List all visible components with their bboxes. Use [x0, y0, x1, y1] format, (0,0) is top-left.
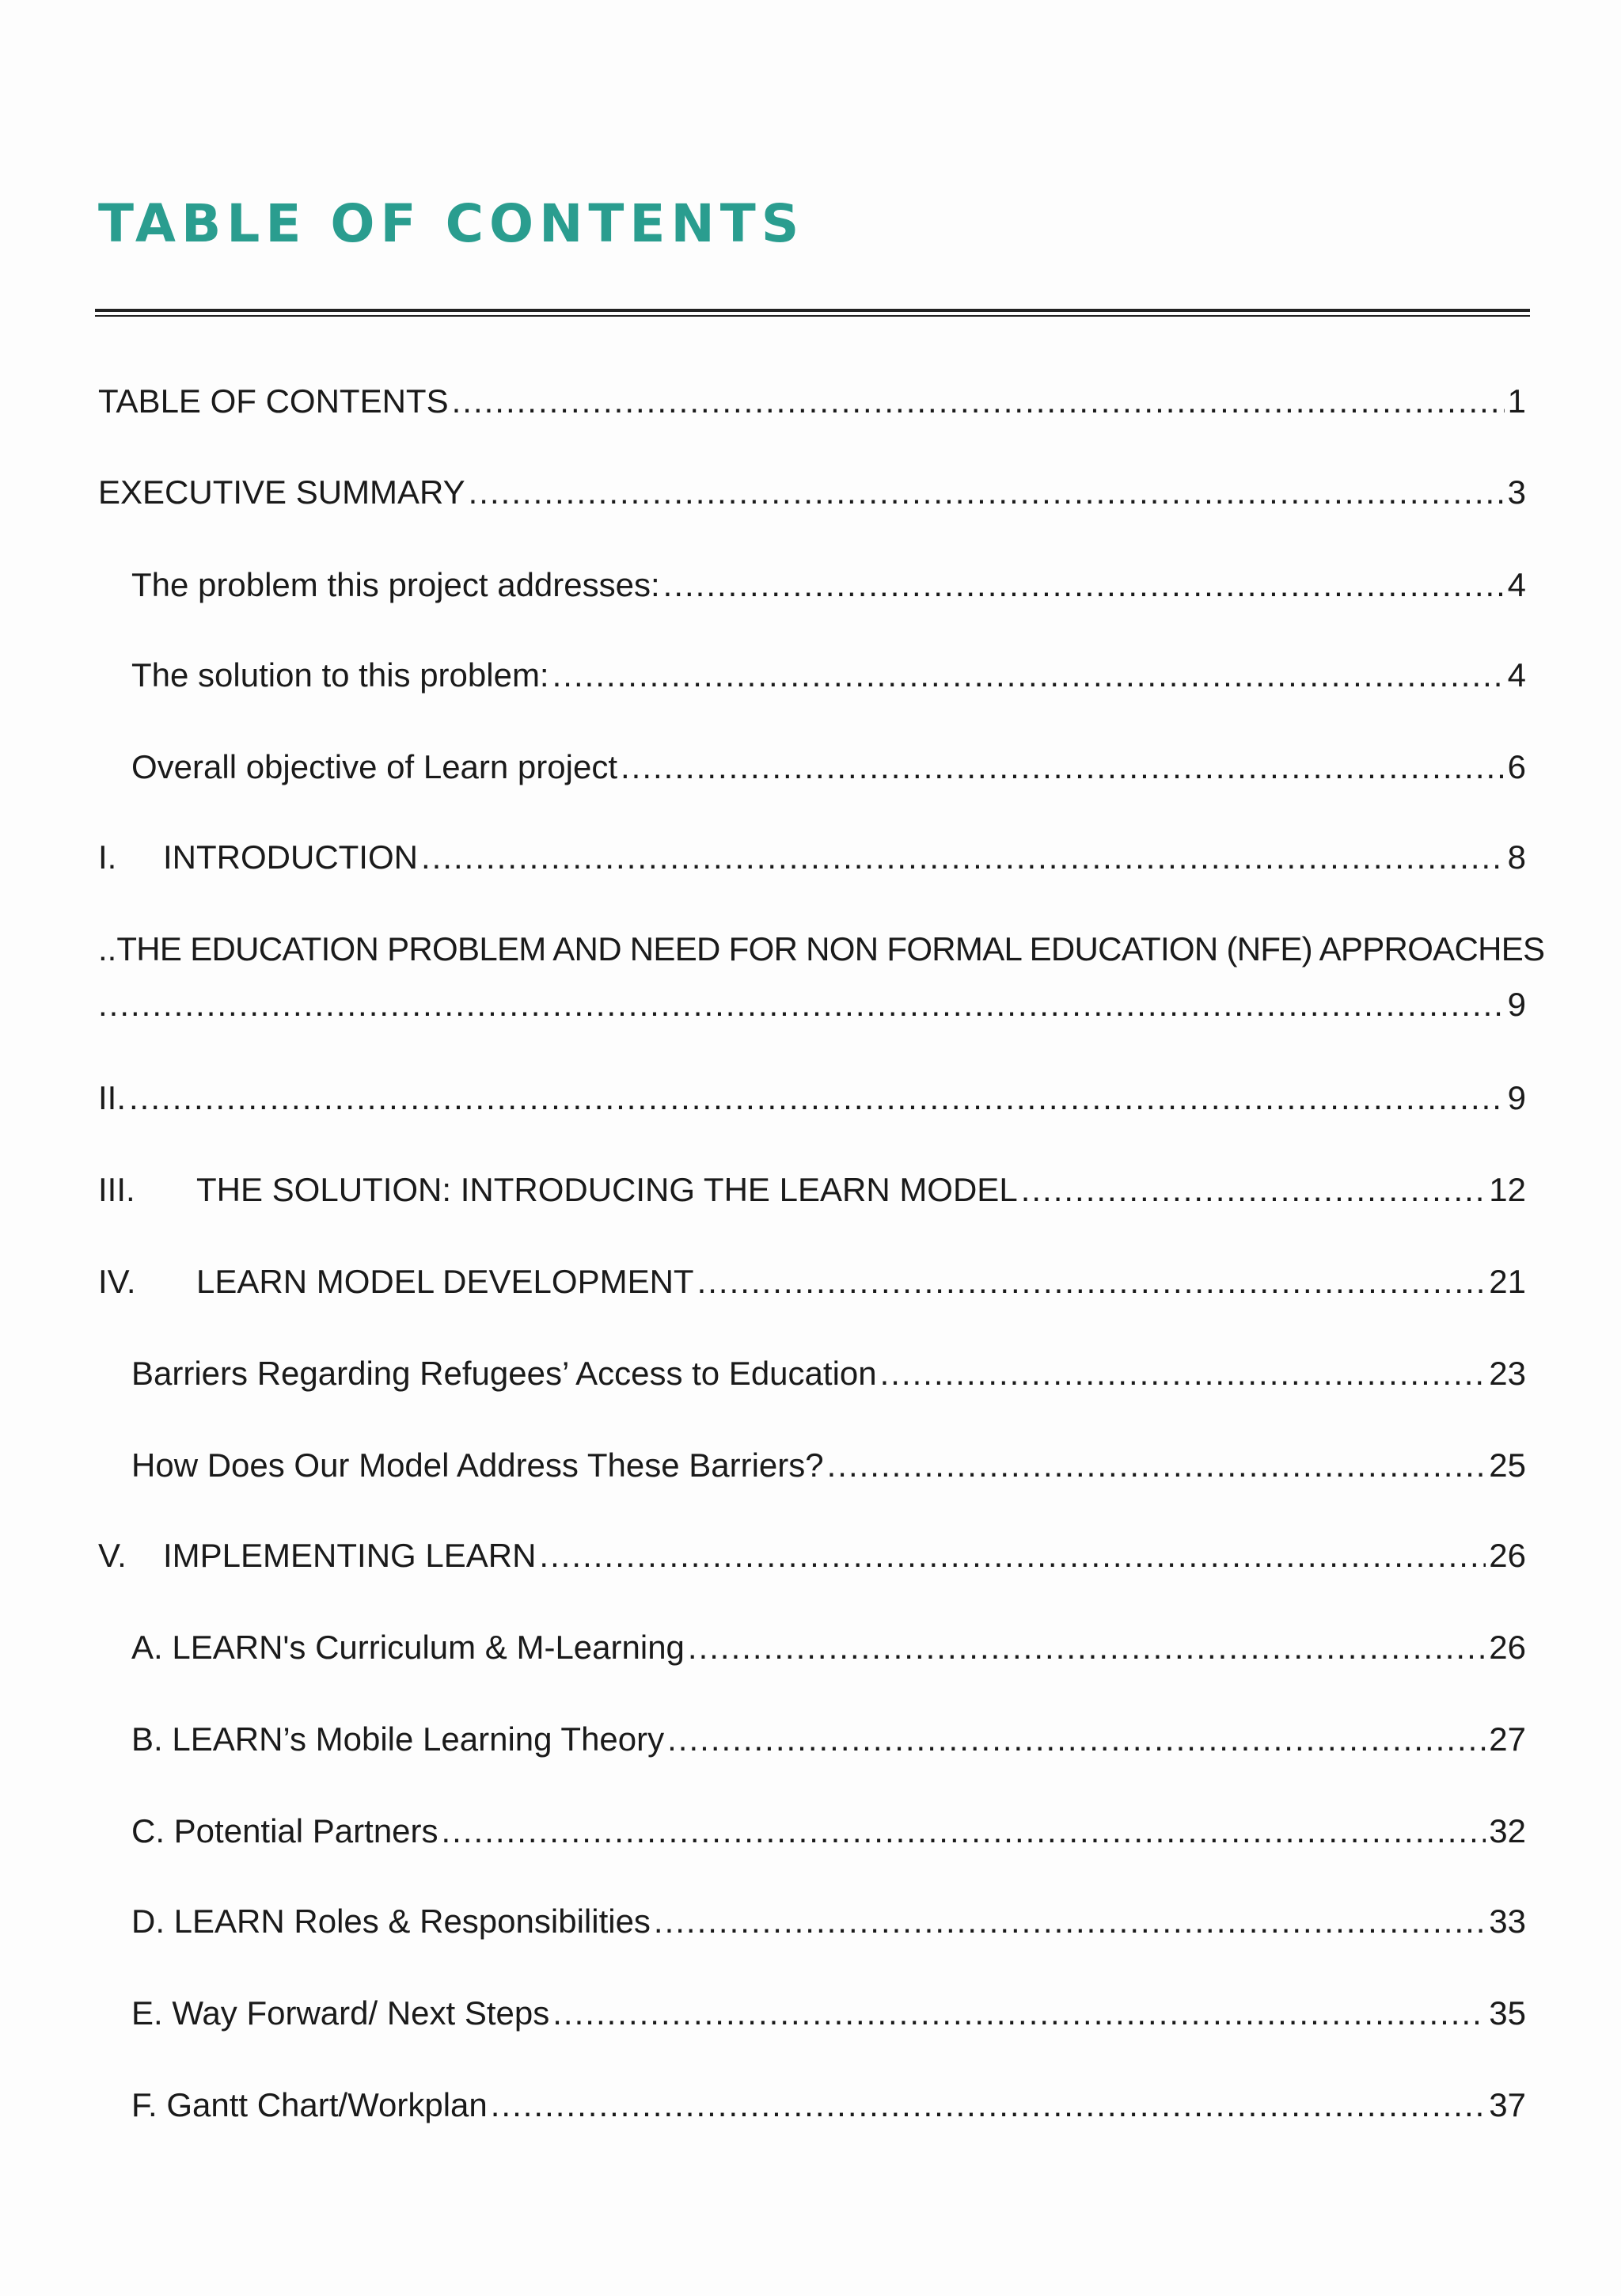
toc-entry-text: LEARN MODEL DEVELOPMENT — [196, 1263, 694, 1300]
toc-page-number: 8 — [1507, 838, 1526, 876]
toc-entry-the-solution[interactable] — [98, 1167, 1526, 1213]
toc-entry-number: II. — [98, 1079, 127, 1116]
dot-leader — [697, 1259, 1486, 1305]
toc-page-number: 26 — [1489, 1537, 1526, 1574]
toc-page-number: 6 — [1507, 748, 1526, 785]
toc-entry-text: The problem this project addresses: — [131, 566, 660, 603]
toc-entry-text: How Does Our Model Address These Barriers? — [131, 1446, 824, 1484]
dot-leader — [129, 1075, 1505, 1121]
toc-entry-text: A. LEARN's Curriculum & M-Learning — [131, 1629, 685, 1666]
dot-leader — [1021, 1167, 1486, 1213]
toc-page-number: 4 — [1507, 566, 1526, 603]
dot-leader — [539, 1533, 1486, 1579]
toc-entry-number: I. — [98, 838, 117, 876]
toc-entry-table-of-contents[interactable] — [98, 378, 1526, 424]
toc-entry-mobile-learning[interactable] — [98, 1716, 1526, 1762]
toc-entry-text: THE SOLUTION: INTRODUCING THE LEARN MODEL — [196, 1171, 1018, 1208]
toc-page-number: 23 — [1489, 1355, 1526, 1392]
toc-entry-number: .. — [98, 930, 117, 967]
toc-page-number: 33 — [1489, 1903, 1526, 1940]
toc-entry-implementing-learn[interactable] — [98, 1533, 1526, 1579]
toc-page-number: 27 — [1489, 1720, 1526, 1758]
toc-page-number: 3 — [1507, 473, 1526, 511]
toc-entry-education-problem[interactable] — [98, 926, 1545, 1028]
toc-entry-number: III. — [98, 1171, 135, 1208]
dot-leader — [552, 652, 1505, 698]
toc-entry-text: Barriers Regarding Refugees’ Access to Education — [131, 1355, 877, 1392]
toc-entry-model-development[interactable] — [98, 1259, 1526, 1305]
toc-entry-gantt-chart[interactable] — [98, 2082, 1526, 2128]
toc-entry-text: EXECUTIVE SUMMARY — [98, 473, 465, 511]
toc-page-number: 9 — [1507, 1079, 1526, 1116]
toc-page-number: 25 — [1489, 1446, 1526, 1484]
toc-entry-text: THE EDUCATION PROBLEM AND NEED FOR NON FORMAL EDUCATION (NFE) APPROACHES — [116, 930, 1545, 967]
toc-page-number: 32 — [1489, 1812, 1526, 1849]
title-divider-thin — [95, 315, 1530, 317]
toc-entry-partners[interactable] — [98, 1808, 1526, 1854]
toc-page-number: 9 — [1507, 986, 1526, 1023]
toc-page-number: 26 — [1489, 1629, 1526, 1666]
toc-entry-text: D. LEARN Roles & Responsibilities — [131, 1903, 651, 1940]
toc-entry-roles[interactable] — [98, 1899, 1526, 1944]
toc-page-number: 37 — [1489, 2086, 1526, 2123]
toc-entry-introduction[interactable] — [98, 834, 1526, 880]
toc-entry-barriers[interactable] — [98, 1351, 1526, 1397]
toc-entry-way-forward[interactable] — [98, 1990, 1526, 2036]
toc-entry-text: C. Potential Partners — [131, 1812, 438, 1849]
toc-entry-section-ii[interactable] — [98, 1075, 1526, 1121]
toc-entry-text: The solution to this problem: — [131, 656, 549, 694]
dot-leader — [421, 834, 1505, 880]
toc-entry-executive-summary[interactable] — [98, 469, 1526, 515]
dot-leader — [452, 378, 1505, 424]
toc-entry-objective[interactable] — [98, 744, 1526, 790]
dot-leader — [491, 2082, 1486, 2128]
title-divider-thick — [95, 309, 1530, 312]
page-title: TABLE OF CONTENTS — [98, 193, 805, 254]
dot-leader — [667, 1716, 1486, 1762]
toc-entry-curriculum[interactable] — [98, 1625, 1526, 1671]
dot-leader — [688, 1625, 1486, 1671]
toc-entry-text: IMPLEMENTING LEARN — [163, 1537, 537, 1574]
toc-entry-text: B. LEARN’s Mobile Learning Theory — [131, 1720, 665, 1758]
toc-entry-number: V. — [98, 1537, 127, 1574]
dot-leader — [827, 1443, 1486, 1488]
dot-leader — [98, 982, 1505, 1028]
dot-leader — [621, 744, 1505, 790]
dot-leader — [469, 469, 1505, 515]
toc-entry-text: TABLE OF CONTENTS — [98, 382, 449, 420]
dot-leader — [654, 1899, 1486, 1944]
dot-leader — [663, 562, 1505, 608]
toc-page-number: 21 — [1489, 1263, 1526, 1300]
toc-page-number: 1 — [1507, 382, 1526, 420]
dot-leader — [442, 1808, 1486, 1854]
toc-page-number: 35 — [1489, 1994, 1526, 2032]
dot-leader — [880, 1351, 1486, 1397]
toc-entry-text: INTRODUCTION — [163, 838, 418, 876]
dot-leader — [552, 1990, 1486, 2036]
toc-entry-problem[interactable] — [98, 562, 1526, 608]
toc-entry-text: E. Way Forward/ Next Steps — [131, 1994, 550, 2032]
toc-entry-text: F. Gantt Chart/Workplan — [131, 2086, 488, 2123]
toc-page-number: 4 — [1507, 656, 1526, 694]
toc-entry-address-barriers[interactable] — [98, 1443, 1526, 1488]
toc-entry-solution[interactable] — [98, 652, 1526, 698]
toc-page-number: 12 — [1489, 1171, 1526, 1208]
toc-entry-text: Overall objective of Learn project — [131, 748, 617, 785]
toc-entry-number: IV. — [98, 1263, 136, 1300]
